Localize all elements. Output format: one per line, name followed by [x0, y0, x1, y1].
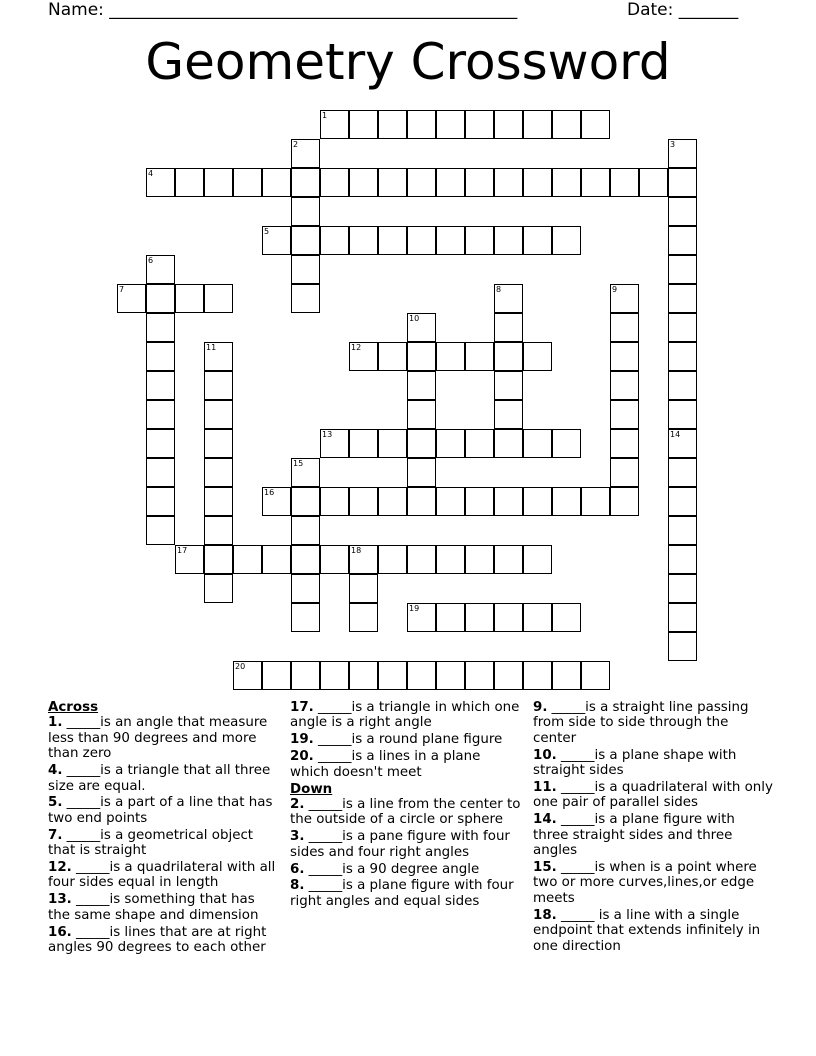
crossword-cell[interactable]: [552, 661, 581, 690]
crossword-cell[interactable]: [465, 342, 494, 371]
crossword-cell[interactable]: [523, 661, 552, 690]
clue-across-5: 5. _____is a part of a line that has two end points: [48, 795, 273, 826]
crossword-cell[interactable]: [320, 429, 349, 458]
crossword-cell[interactable]: [349, 226, 378, 255]
crossword-cell[interactable]: [262, 168, 291, 197]
crossword-cell[interactable]: [494, 545, 523, 574]
crossword-cell[interactable]: [407, 400, 436, 429]
clue-number: 14: [670, 430, 681, 439]
crossword-cell[interactable]: [668, 603, 697, 632]
crossword-cell[interactable]: [668, 371, 697, 400]
crossword-cell[interactable]: [175, 168, 204, 197]
crossword-cell[interactable]: [523, 603, 552, 632]
clue-number: 10: [409, 314, 420, 323]
crossword-cell[interactable]: [639, 168, 668, 197]
crossword-cell[interactable]: [610, 371, 639, 400]
crossword-cell[interactable]: [407, 110, 436, 139]
crossword-cell[interactable]: [668, 400, 697, 429]
crossword-cell[interactable]: [610, 313, 639, 342]
clue-number: 11: [206, 343, 217, 352]
crossword-cell[interactable]: [668, 139, 697, 168]
clue-down-8: 8. _____is a plane figure with four right angles and equal sides: [290, 878, 514, 909]
crossword-cell[interactable]: [291, 458, 320, 487]
name-field[interactable]: Name: ________________________________________________: [48, 0, 518, 20]
crossword-cell[interactable]: [407, 429, 436, 458]
crossword-cell[interactable]: [581, 487, 610, 516]
crossword-cell[interactable]: [378, 226, 407, 255]
crossword-cell[interactable]: [320, 487, 349, 516]
crossword-cell[interactable]: [349, 342, 378, 371]
crossword-cell[interactable]: [204, 168, 233, 197]
crossword-cell[interactable]: [436, 545, 465, 574]
clue-number: 1: [322, 111, 328, 120]
crossword-cell[interactable]: [581, 110, 610, 139]
crossword-cell[interactable]: [146, 487, 175, 516]
clue-down-15: 15. _____is when is a point where two or more curves,lines,or edge meets: [533, 860, 757, 906]
crossword-cell[interactable]: [465, 110, 494, 139]
clue-down-18: 18. _____ is a line with a single endpoint that extends infinitely in one direction: [533, 907, 761, 954]
crossword-cell[interactable]: [610, 284, 639, 313]
crossword-cell[interactable]: [146, 516, 175, 545]
crossword-cell[interactable]: [668, 458, 697, 487]
crossword-cell[interactable]: [291, 168, 320, 197]
crossword-cell[interactable]: [552, 603, 581, 632]
crossword-cell[interactable]: [581, 168, 610, 197]
crossword-cell[interactable]: [465, 226, 494, 255]
crossword-cell[interactable]: [378, 342, 407, 371]
crossword-cell[interactable]: [175, 545, 204, 574]
crossword-cell[interactable]: [523, 226, 552, 255]
crossword-cell[interactable]: [291, 516, 320, 545]
clue-down-14: 14. _____is a plane figure with three straight sides and three angles: [533, 812, 735, 859]
crossword-cell[interactable]: [291, 197, 320, 226]
clue-across-19: 19. _____is a round plane figure: [290, 732, 503, 748]
crossword-cell[interactable]: [204, 545, 233, 574]
crossword-cell[interactable]: [494, 661, 523, 690]
crossword-cell[interactable]: [610, 458, 639, 487]
clue-number: 7: [119, 285, 125, 294]
crossword-cell[interactable]: [552, 226, 581, 255]
clue-column-1: [48, 700, 280, 957]
crossword-cell[interactable]: [320, 226, 349, 255]
crossword-cell[interactable]: [204, 284, 233, 313]
crossword-cell[interactable]: [146, 429, 175, 458]
crossword-cell[interactable]: [494, 400, 523, 429]
clue-across-12: 12. _____is a quadrilateral with all four sides equal in length: [48, 860, 276, 891]
crossword-cell[interactable]: [349, 545, 378, 574]
crossword-cell[interactable]: [465, 487, 494, 516]
crossword-cell[interactable]: [349, 487, 378, 516]
crossword-cell[interactable]: [378, 110, 407, 139]
crossword-cell[interactable]: [146, 313, 175, 342]
crossword-cell[interactable]: [320, 661, 349, 690]
crossword-cell[interactable]: [320, 168, 349, 197]
crossword-cell[interactable]: [494, 487, 523, 516]
clue-across-4: 4. _____is a triangle that all three size are equal.: [48, 763, 271, 794]
crossword-cell[interactable]: [436, 429, 465, 458]
crossword-cell[interactable]: [291, 545, 320, 574]
crossword-cell[interactable]: [291, 574, 320, 603]
crossword-cell[interactable]: [233, 545, 262, 574]
crossword-cell[interactable]: [291, 255, 320, 284]
clue-number: 9: [612, 285, 618, 294]
crossword-cell[interactable]: [146, 400, 175, 429]
crossword-cell[interactable]: [378, 545, 407, 574]
crossword-cell[interactable]: [436, 661, 465, 690]
crossword-cell[interactable]: [494, 168, 523, 197]
crossword-cell[interactable]: [494, 429, 523, 458]
crossword-cell[interactable]: [552, 110, 581, 139]
crossword-cell[interactable]: [378, 661, 407, 690]
crossword-cell[interactable]: [494, 284, 523, 313]
crossword-cell[interactable]: [552, 487, 581, 516]
crossword-cell[interactable]: [668, 284, 697, 313]
crossword-cell[interactable]: [523, 487, 552, 516]
crossword-cell[interactable]: [349, 429, 378, 458]
crossword-cell[interactable]: [407, 545, 436, 574]
crossword-cell[interactable]: [494, 603, 523, 632]
crossword-cell[interactable]: [146, 342, 175, 371]
crossword-cell[interactable]: [668, 574, 697, 603]
crossword-cell[interactable]: [204, 342, 233, 371]
crossword-cell[interactable]: [494, 313, 523, 342]
clue-down-10: 10. _____is a plane shape with straight sides: [533, 747, 737, 779]
crossword-cell[interactable]: [146, 458, 175, 487]
crossword-cell[interactable]: [523, 168, 552, 197]
crossword-cell[interactable]: [436, 603, 465, 632]
crossword-cell[interactable]: [320, 545, 349, 574]
clue-across-1: 1. _____is an angle that measure less than 90 degrees and more than zero: [48, 715, 268, 762]
crossword-cell[interactable]: [378, 429, 407, 458]
crossword-cell[interactable]: [610, 342, 639, 371]
crossword-cell[interactable]: [233, 168, 262, 197]
crossword-cell[interactable]: [349, 168, 378, 197]
crossword-cell[interactable]: [146, 371, 175, 400]
clue-down-6: 6. _____is a 90 degree angle: [290, 861, 480, 877]
clue-across-13: 13. _____is something that has the same shape and dimension: [48, 892, 259, 923]
crossword-cell[interactable]: [407, 661, 436, 690]
crossword-cell[interactable]: [349, 661, 378, 690]
clue-down-11: 11. _____is a quadrilateral with only one pair of parallel sides: [533, 780, 773, 811]
clue-number: 12: [351, 343, 362, 352]
crossword-cell[interactable]: [407, 313, 436, 342]
clue-column-2: [290, 700, 522, 911]
clue-number: 13: [322, 430, 333, 439]
crossword-cell[interactable]: [465, 168, 494, 197]
crossword-cell[interactable]: [465, 661, 494, 690]
clue-down-3: 3. _____is a pane figure with four sides and four right angles: [290, 829, 510, 860]
crossword-cell[interactable]: [436, 168, 465, 197]
clue-across-16: 16. _____is lines that are at right angles 90 degrees to each other: [48, 924, 267, 956]
crossword-cell[interactable]: [146, 284, 175, 313]
crossword-cell[interactable]: [668, 197, 697, 226]
clue-number: 17: [177, 546, 188, 555]
crossword-cell[interactable]: [465, 545, 494, 574]
crossword-cell[interactable]: [349, 574, 378, 603]
crossword-cell[interactable]: [668, 255, 697, 284]
crossword-cell[interactable]: [494, 110, 523, 139]
crossword-cell[interactable]: [436, 110, 465, 139]
crossword-cell[interactable]: [204, 574, 233, 603]
clue-number: 20: [235, 662, 246, 671]
crossword-cell[interactable]: [668, 342, 697, 371]
crossword-cell[interactable]: [291, 284, 320, 313]
crossword-cell[interactable]: [204, 487, 233, 516]
crossword-cell[interactable]: [436, 226, 465, 255]
crossword-cell[interactable]: [175, 284, 204, 313]
crossword-cell[interactable]: [407, 342, 436, 371]
down-heading: Down: [290, 781, 333, 797]
crossword-cell[interactable]: [320, 110, 349, 139]
crossword-cell[interactable]: [668, 632, 697, 661]
clue-across-17: 17. _____is a triangle in which one angle is a right angle: [290, 700, 520, 731]
clue-number: 8: [496, 285, 502, 294]
crossword-cell[interactable]: [581, 661, 610, 690]
crossword-cell[interactable]: [610, 168, 639, 197]
crossword-cell[interactable]: [407, 168, 436, 197]
crossword-cell[interactable]: [204, 516, 233, 545]
clue-number: 19: [409, 604, 420, 613]
crossword-cell[interactable]: [668, 487, 697, 516]
crossword-cell[interactable]: [668, 545, 697, 574]
crossword-cell[interactable]: [436, 487, 465, 516]
crossword-cell[interactable]: [407, 603, 436, 632]
crossword-cell[interactable]: [494, 342, 523, 371]
crossword-cell[interactable]: [610, 400, 639, 429]
clue-number: 16: [264, 488, 275, 497]
crossword-cell[interactable]: [668, 226, 697, 255]
crossword-cell[interactable]: [262, 545, 291, 574]
crossword-cell[interactable]: [262, 487, 291, 516]
clue-column-3: [533, 700, 773, 956]
crossword-cell[interactable]: [117, 284, 146, 313]
across-heading: Across: [48, 700, 99, 715]
crossword-cell[interactable]: [204, 458, 233, 487]
date-field[interactable]: Date: _______: [627, 0, 739, 20]
clue-down-2: 2. _____is a line from the center to the outside of a circle or sphere: [290, 796, 521, 828]
crossword-cell[interactable]: [291, 603, 320, 632]
crossword-cell[interactable]: [291, 139, 320, 168]
clue-number: 2: [293, 140, 299, 149]
crossword-cell[interactable]: [291, 487, 320, 516]
crossword-cell[interactable]: [407, 458, 436, 487]
crossword-cell[interactable]: [436, 342, 465, 371]
crossword-cell[interactable]: [233, 661, 262, 690]
clue-number: 15: [293, 459, 304, 468]
crossword-cell[interactable]: [552, 429, 581, 458]
crossword-cell[interactable]: [378, 168, 407, 197]
crossword-cell[interactable]: [610, 487, 639, 516]
crossword-cell[interactable]: [407, 371, 436, 400]
crossword-cell[interactable]: [204, 400, 233, 429]
crossword-cell[interactable]: [407, 226, 436, 255]
crossword-cell[interactable]: [291, 661, 320, 690]
crossword-cell[interactable]: [378, 487, 407, 516]
crossword-cell[interactable]: [523, 342, 552, 371]
clue-number: 4: [148, 169, 154, 178]
crossword-cell[interactable]: [262, 226, 291, 255]
crossword-cell[interactable]: [349, 603, 378, 632]
crossword-cell[interactable]: [494, 371, 523, 400]
crossword-cell[interactable]: [204, 371, 233, 400]
page-title: Geometry Crossword: [145, 33, 671, 91]
crossword-cell[interactable]: [552, 168, 581, 197]
crossword-cell[interactable]: [262, 661, 291, 690]
crossword-cell[interactable]: [523, 545, 552, 574]
clue-down-9: 9. _____is a straight line passing from side to side through the center: [533, 700, 749, 746]
crossword-cell[interactable]: [668, 168, 697, 197]
crossword-cell[interactable]: [494, 226, 523, 255]
clue-number: 6: [148, 256, 154, 265]
clue-number: 3: [670, 140, 676, 149]
crossword-cell[interactable]: [465, 429, 494, 458]
crossword-cell[interactable]: [349, 110, 378, 139]
clue-across-20: 20. _____is a lines in a plane which doesn't meet: [290, 749, 481, 780]
crossword-cell[interactable]: [204, 429, 233, 458]
clue-number: 5: [264, 227, 270, 236]
clue-number: 18: [351, 546, 362, 555]
crossword-cell[interactable]: [668, 313, 697, 342]
crossword-cell[interactable]: [610, 429, 639, 458]
clue-across-7: 7. _____is a geometrical object that is straight: [48, 827, 254, 859]
crossword-cell[interactable]: [146, 255, 175, 284]
crossword-cell[interactable]: [523, 110, 552, 139]
crossword-cell[interactable]: [668, 429, 697, 458]
crossword-cell[interactable]: [407, 487, 436, 516]
crossword-cell[interactable]: [523, 429, 552, 458]
crossword-cell[interactable]: [291, 226, 320, 255]
crossword-cell[interactable]: [668, 516, 697, 545]
crossword-cell[interactable]: [465, 603, 494, 632]
crossword-cell[interactable]: [146, 168, 175, 197]
